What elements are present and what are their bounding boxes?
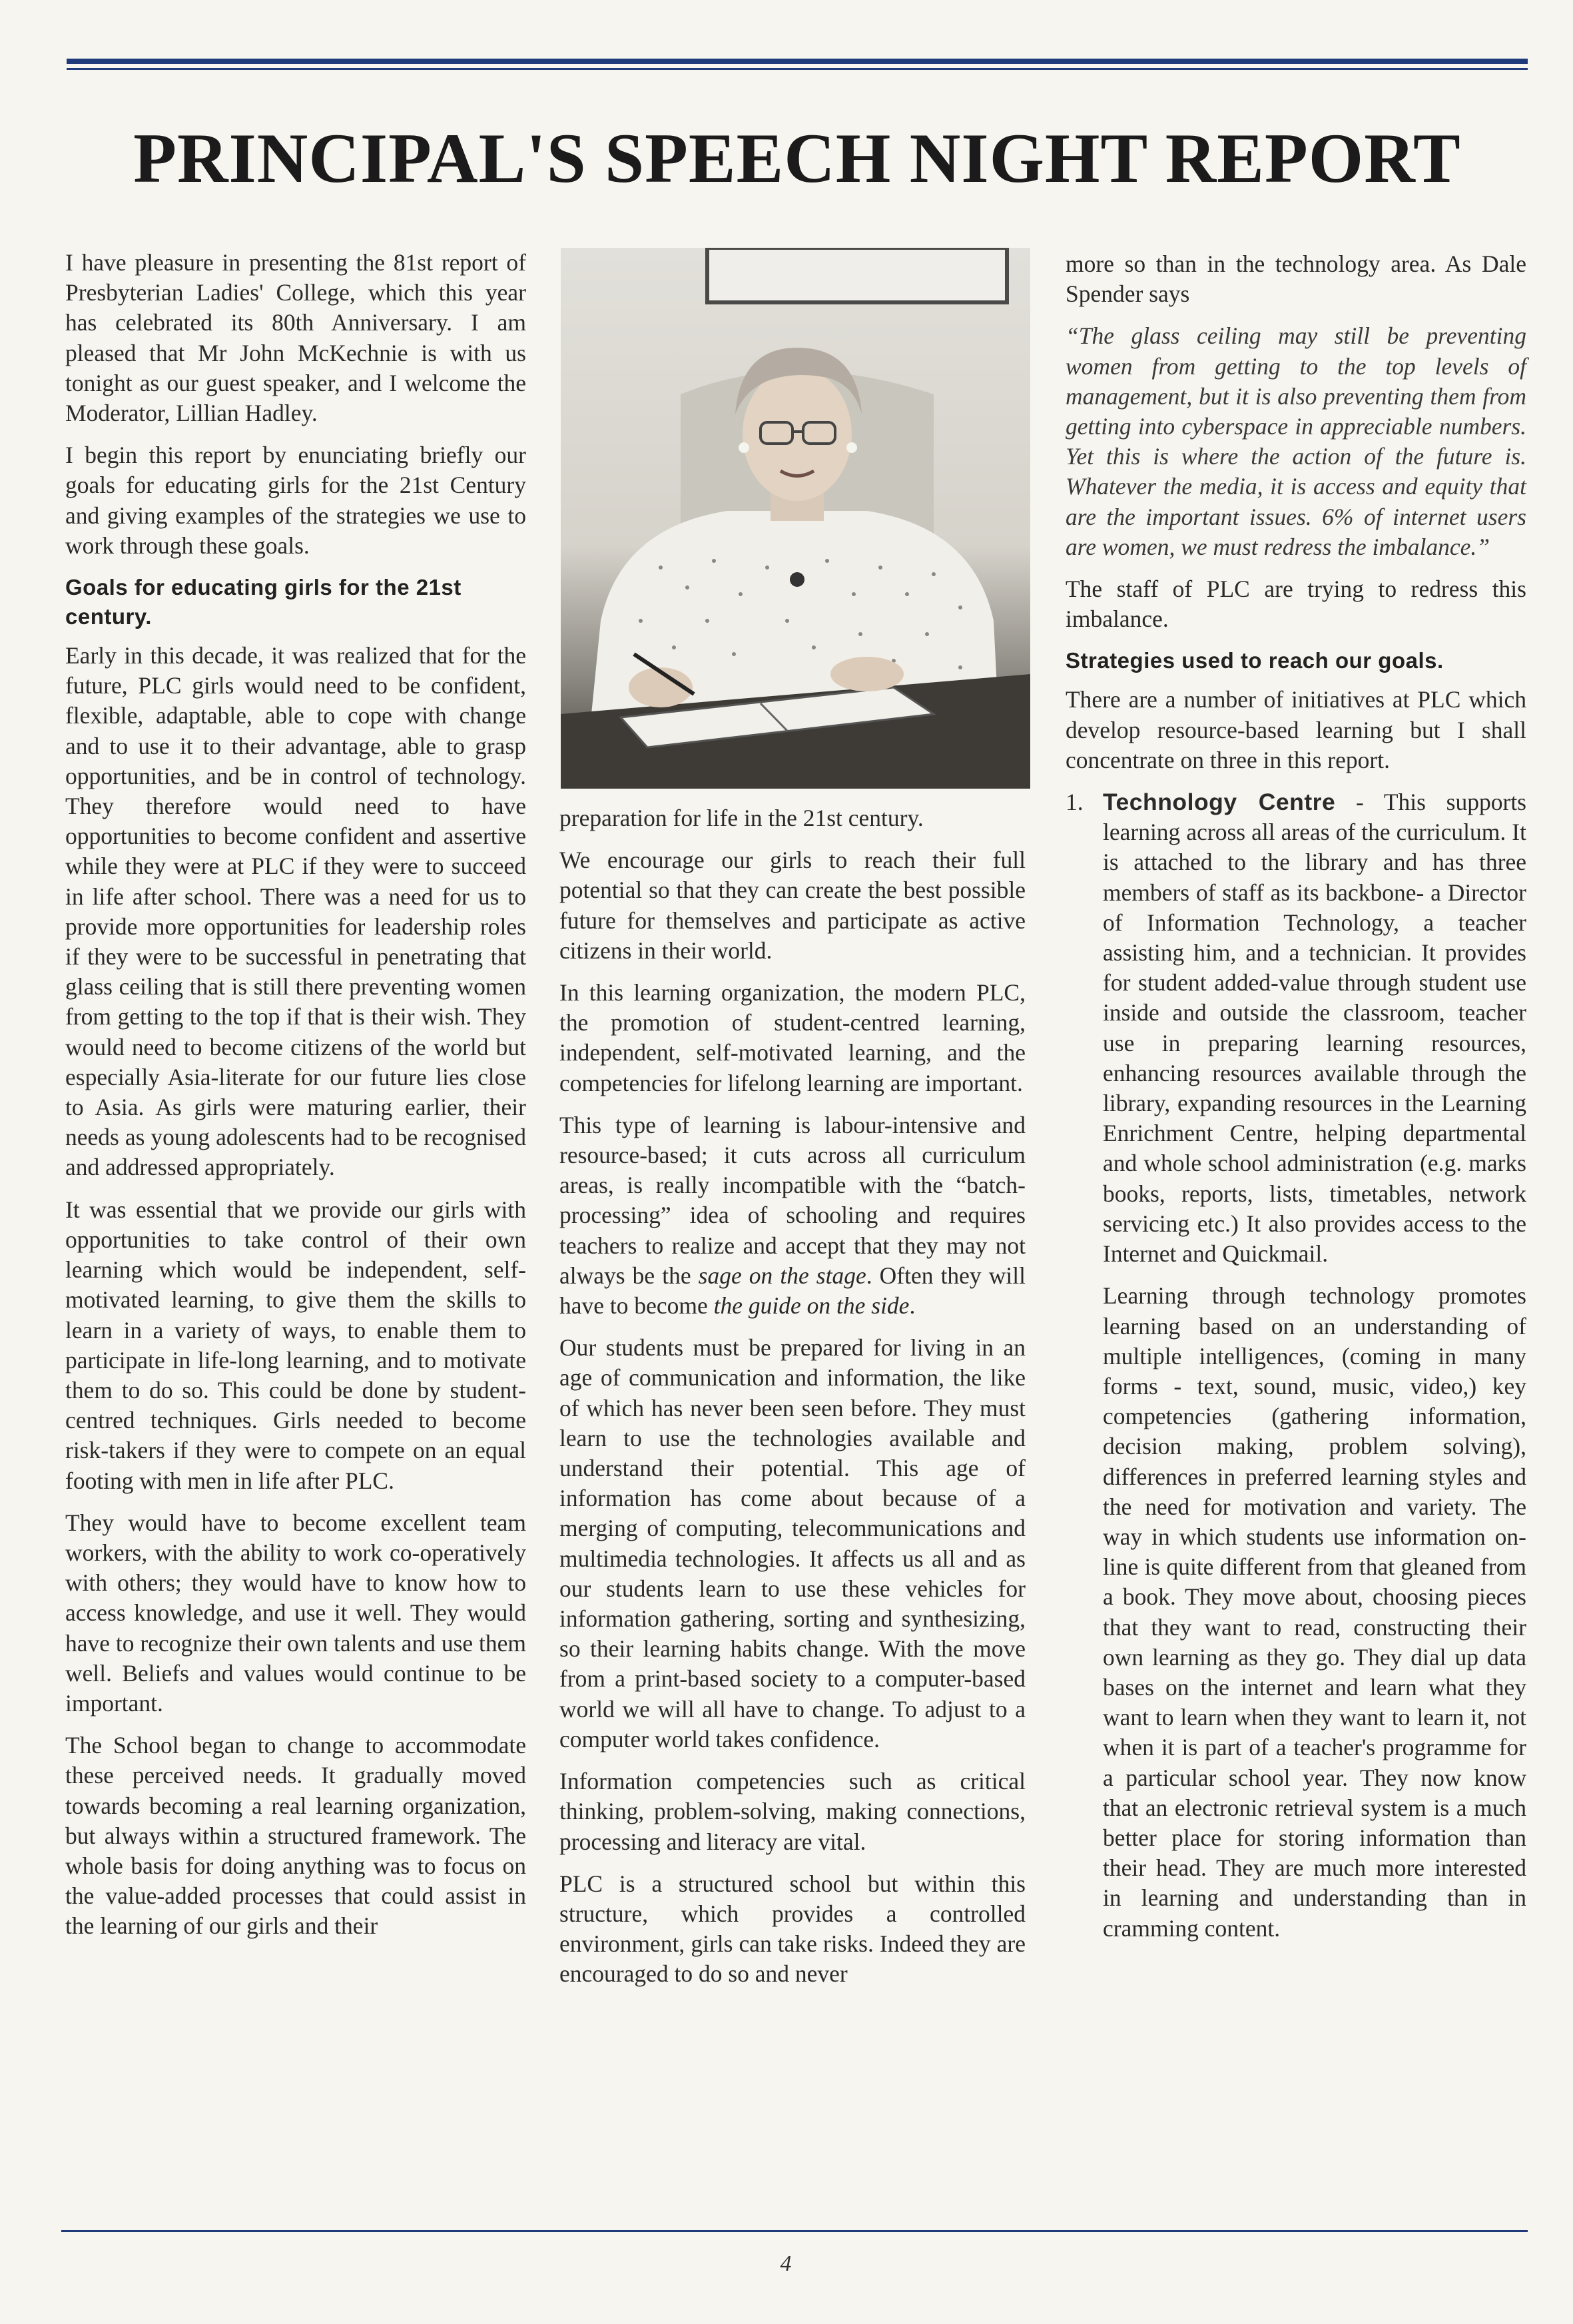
quotation: “The glass ceiling may still be preventing women from getting to the top levels of management, but it is also preventing them from getting into cyberspace in appreciable numbers. Yet this is where the action of the future is. Whatever the media, it is access and equity that are the important issues. 6% of internet users are women, we must redress the imbalance.” xyxy=(1066,322,1526,560)
paragraph: PLC is a structured school but within this structure, which provides a controlled environment, girls can take risks. Indeed they are encouraged to do so and never xyxy=(559,1870,1026,1988)
paragraph: We encourage our girls to reach their full potential so that they can create the best possible future for themselves and participate as active citizens in their world. xyxy=(559,847,1026,964)
paragraph: They would have to become excellent team workers, with the ability to work co-operatively with others; they would have to know how to access knowledge, and use it well. They would have to recognize their own talents and use them well. Beliefs and values would continue to be important. xyxy=(65,1509,527,1717)
list-item xyxy=(1066,787,1526,1269)
column-1 xyxy=(65,248,526,1954)
page-title: PRINCIPAL'S SPEECH NIGHT REPORT xyxy=(133,119,1461,197)
principal-photo-illustration xyxy=(561,248,1030,789)
paragraph-text: . xyxy=(909,1292,916,1320)
column-3 xyxy=(1066,249,1526,1956)
list-number: 1. xyxy=(1066,789,1084,816)
paragraph: There are a number of initiatives at PLC which develop resource-based learning but I shall concentrate on three in this report. xyxy=(1066,686,1526,773)
paragraph: preparation for life in the 21st century. xyxy=(559,805,924,831)
paragraph: Information competencies such as critical thinking, problem-solving, making connections, processing and literacy are vital. xyxy=(559,1768,1026,1855)
paragraph: In this learning organization, the modern PLC, the promotion of student-centred learning, independent, self-motivated learning, and the competencies for lifelong learning are important. xyxy=(559,979,1026,1096)
section-heading-goals: Goals for educating girls for the 21st century. xyxy=(65,575,462,629)
paragraph: I begin this report by enunciating briefly our goals for educating girls for the 21st Century and giving examples of the strategies we use to work through these goals. xyxy=(65,442,526,559)
list-item-body xyxy=(1103,787,1526,1269)
paragraph: It was essential that we provide our girls with opportunities to take control of their own learning which would be independent, self-motivated learning, to give them the skills to learn in a variety of ways, to enable them to participate in life-long learning, and to motivate them to do so. This could be done by student-centred techniques. Girls needed to become risk-takers if they were to compete on an equal footing with men in life after PLC. xyxy=(65,1196,526,1494)
paragraph: more so than in the technology area. As Dale Spender says xyxy=(1066,250,1526,308)
page-number: 4 xyxy=(780,2251,792,2276)
column-2 xyxy=(559,803,1026,2002)
principal-photo xyxy=(561,248,1030,789)
paragraph: Learning through technology promotes learning based on an understanding of multiple intelligences, (coming in many forms - text, sound, music, video,) key competencies (gathering information, decision making, problem solving), differences in preferred learning styles and the need for motivation and variety. The way in which students use information on-line is quite different from that gleaned from a book. They move about, choosing pieces that they want to read, constructing their own learning as they go. They dial up data bases on the internet and learn what they want to learn when they want to learn it, not when it is part of a teacher's programme for a particular school year. They now know that an electronic retrieval system is a much better place for storing information than their head. They are much more interested in learning and understanding than in cramming content. xyxy=(1103,1282,1526,1942)
header-rule-thick xyxy=(67,59,1528,64)
italic-phrase-sage: sage on the stage xyxy=(698,1262,866,1289)
list-item-lead: Technology Centre xyxy=(1103,789,1336,816)
paragraph xyxy=(559,1110,1026,1321)
paragraph: Our students must be prepared for living in an age of communication and information, the like of which has never been seen before. They must learn to use the technologies available and understand their potential. This age of information has come about because of a merging of computing, telecommunications and multimedia technologies. It affects us all and as our students learn to use these vehicles for information gathering, sorting and synthesizing, so their learning habits change. With the move from a print-based society to a computer-based world we will all have to change. To adjust to a computer world takes confidence. xyxy=(559,1334,1026,1752)
paragraph: The School began to change to accommodate these perceived needs. It gradually moved towards becoming a real learning organization, but always within a structured framework. The whole basis for doing anything was to focus on the value-added processes that could assist in the learning of our girls and their xyxy=(65,1732,526,1940)
section-heading-strategies: Strategies used to reach our goals. xyxy=(1066,648,1444,673)
paragraph-text: This type of learning is labour-intensive and resource-based; it cuts across all curriculum areas, is really incompatible with the “batch-processing” idea of schooling and requires teachers to realize and accept that they may not always be the xyxy=(559,1111,1026,1289)
paragraph-text: . Often they will have to become xyxy=(559,1262,1026,1320)
italic-phrase-guide: the guide on the side xyxy=(713,1292,910,1320)
paragraph: I have pleasure in presenting the 81st report of Presbyterian Ladies' College, which this year has celebrated its 80th Anniversary. I am pleased that Mr John McKechnie is with us tonight as our guest speaker, and I welcome the Moderator, Lillian Hadley. xyxy=(65,249,526,427)
footer-rule xyxy=(61,2230,1528,2232)
paragraph: The staff of PLC are trying to redress this imbalance. xyxy=(1066,576,1526,633)
header-rule-thin xyxy=(67,68,1528,70)
list-item-text: - This supports learning across all areas of the curriculum. It is attached to the library and has three members of staff as its backbone- a Director of Information Technology, a teacher assisting him, and a technician. It provides for student added-value through student use inside and outside the classroom, teacher use in preparing learning resources, enhancing resources available through the library, expanding resources in the Learning Enrichment Centre, helping departmental and whole school administration (e.g. marks books, reports, lists, timetables, network servicing etc.) It also provides access to the Internet and Quickmail. xyxy=(1103,789,1526,1268)
paragraph: Early in this decade, it was realized that for the future, PLC girls would need to be confident, flexible, adaptable, able to cope with change and to use it to their advantage, able to grasp opportunities, and be in control of technology. They therefore would need to have opportunities to become confident and assertive while they were at PLC if they were to succeed in life after school. There was a need for us to provide more opportunities for leadership roles if they were to be successful in penetrating that glass ceiling that is still there preventing women from getting to the top if that is their wish. They would need to become citizens of the world but especially Asia-literate for our future lies close to Asia. As girls were maturing earlier, their needs as young adolescents had to be recognised and addressed appropriately. xyxy=(65,642,526,1181)
